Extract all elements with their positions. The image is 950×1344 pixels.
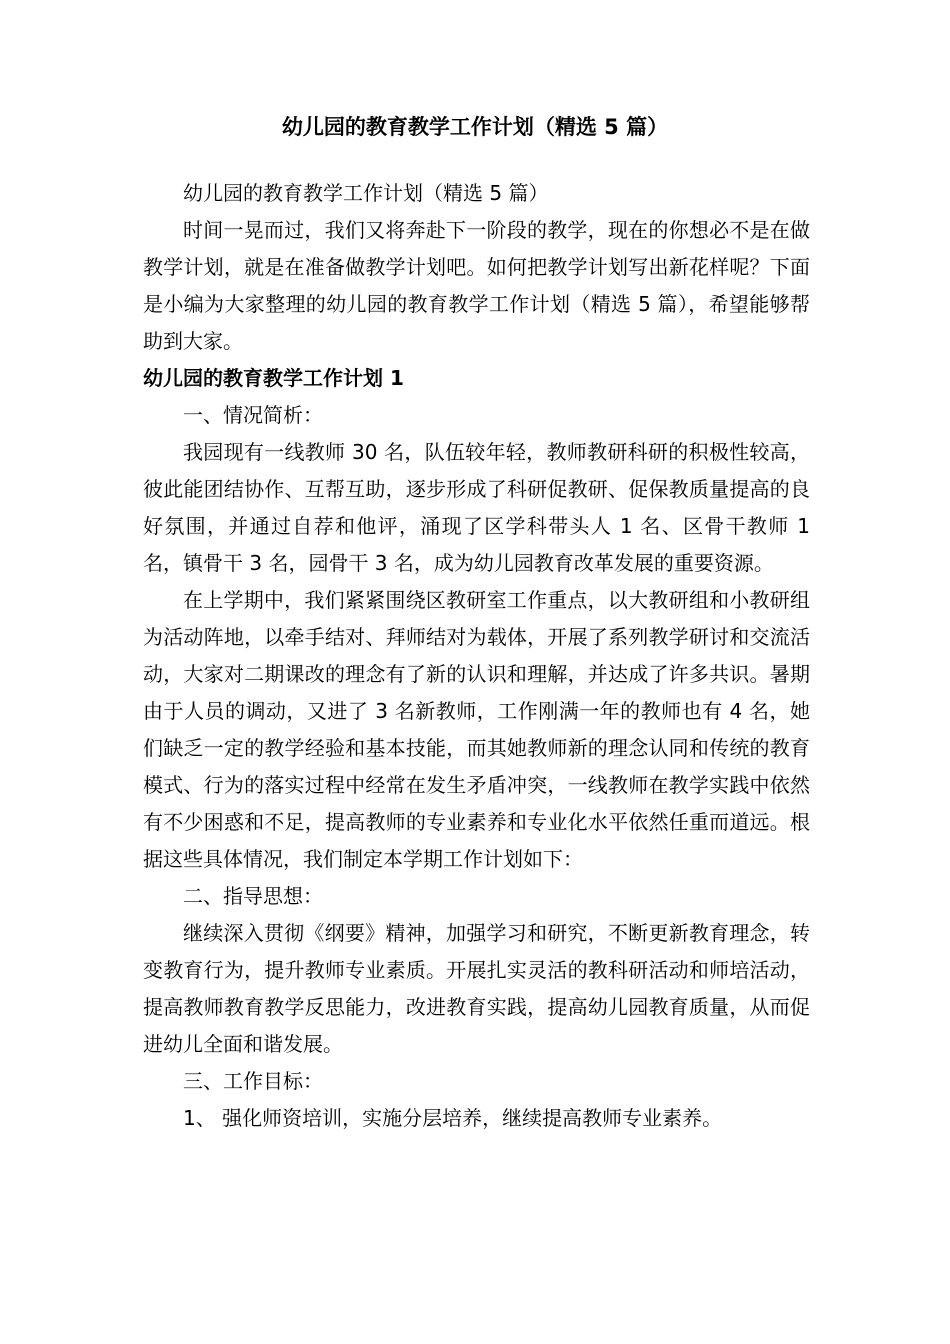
- subheading-situation: 一、情况简析：: [183, 403, 323, 427]
- section-heading: 幼儿园的教育教学工作计划 1: [143, 366, 404, 390]
- document-title: 幼儿园的教育教学工作计划（精选 5 篇）: [281, 115, 669, 139]
- subtitle-paragraph: 幼儿园的教育教学工作计划（精选 5 篇）: [183, 181, 549, 205]
- document-body: [143, 175, 810, 1137]
- situation-paragraph: 我园现有一线教师 30 名，队伍较年轻，教师教研科研的积极性较高，彼此能团结协作、互帮互助，逐步形成了科研促教研、促保教质量提高的良好氛围，并通过自荐和他评，涌现了区学科带头人 1 名、区骨干教师 1 名，镇骨干 3 名，园骨干 3 名，成为幼儿园教育改革发展的重要资源。: [143, 440, 810, 575]
- subheading-work-goals: 三、工作目标：: [183, 1069, 323, 1093]
- subheading-guiding-ideology: 二、指导思想：: [183, 884, 323, 908]
- guiding-ideology-paragraph: 继续深入贯彻《纲要》精神，加强学习和研究，不断更新教育理念，转变教育行为，提升教师专业素质。开展扎实灵活的教科研活动和师培活动，提高教师教育教学反思能力，改进教育实践，提高幼儿园教育质量，从而促进幼儿全面和谐发展。: [143, 921, 810, 1056]
- intro-paragraph: 时间一晃而过，我们又将奔赴下一阶段的教学，现在的你想必不是在做教学计划，就是在准备做教学计划吧。如何把教学计划写出新花样呢？下面是小编为大家整理的幼儿园的教育教学工作计划（精选 5 篇），希望能够帮助到大家。: [143, 218, 810, 353]
- work-goal-item-1: 1、 强化师资培训，实施分层培养，继续提高教师专业素养。: [183, 1106, 723, 1130]
- last-semester-paragraph: 在上学期中，我们紧紧围绕区教研室工作重点，以大教研组和小教研组为活动阵地，以牵手结对、拜师结对为载体，开展了系列教学研讨和交流活动，大家对二期课改的理念有了新的认识和理解，并达成了许多共识。暑期由于人员的调动，又进了 3 名新教师，工作刚满一年的教师也有 4 名，她们缺乏一定的教学经验和基本技能，而其她教师新的理念认同和传统的教育模式、行为的落实过程中经常在发生矛盾冲突，一线教师在教学实践中依然有不少困惑和不足，提高教师的专业素养和专业化水平依然任重而道远。根据这些具体情况，我们制定本学期工作计划如下：: [143, 588, 810, 871]
